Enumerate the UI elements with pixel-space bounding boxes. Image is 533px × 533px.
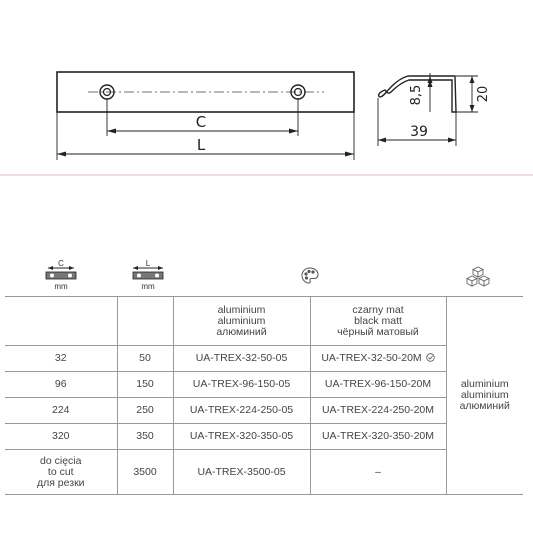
- cell-l: 3500: [117, 450, 173, 495]
- dimension-c-label: C: [195, 113, 207, 131]
- cell-code-black: UA-TREX-224-250-20M: [310, 398, 446, 424]
- cell-code-black: UA-TREX-32-50-20M: [310, 346, 446, 372]
- cell-code-aluminium: UA-TREX-32-50-05: [173, 346, 310, 372]
- header-c-cell: [5, 297, 117, 346]
- cell-code-black: UA-TREX-320-350-20M: [310, 424, 446, 450]
- cell-c: 320: [5, 424, 117, 450]
- header-finish-black: czarny mat black matt чёрный матовый: [310, 297, 446, 346]
- table-row: [5, 372, 523, 398]
- cell-c: 96: [5, 372, 117, 398]
- l-unit-label: mm: [141, 282, 155, 291]
- cell-code-aluminium: UA-TREX-96-150-05: [173, 372, 310, 398]
- table-row-cut-length: [5, 450, 523, 495]
- header-l-cell: [117, 297, 173, 346]
- table-row: [5, 424, 523, 450]
- table-header-row: [5, 297, 523, 346]
- cell-c: do cięcia to cut для резки: [5, 450, 117, 495]
- cell-code-aluminium: UA-TREX-320-350-05: [173, 424, 310, 450]
- cell-l: 50: [117, 346, 173, 372]
- dimension-height-label: 20: [476, 85, 491, 103]
- cell-l: 150: [117, 372, 173, 398]
- c-unit-label: mm: [54, 282, 68, 291]
- cell-code-black: UA-TREX-96-150-20M: [310, 372, 446, 398]
- table-row: [5, 398, 523, 424]
- spec-table: [5, 296, 523, 495]
- l-icon-label: L: [145, 259, 151, 268]
- cubes-icon: [465, 266, 491, 288]
- header-finish-aluminium: aluminium aluminium алюминий: [173, 297, 310, 346]
- check-circle-icon: [426, 353, 435, 365]
- cell-l: 250: [117, 398, 173, 424]
- c-icon-label: C: [58, 259, 64, 268]
- dimension-l-label: L: [196, 136, 206, 154]
- palette-icon: [301, 267, 319, 285]
- dimension-inner-label: 8,5: [409, 84, 424, 106]
- table-row: [5, 346, 523, 372]
- cell-code-aluminium: UA-TREX-3500-05: [173, 450, 310, 495]
- dimension-depth-label: 39: [410, 124, 428, 140]
- material-cell: aluminium aluminium алюминий: [446, 297, 523, 495]
- cell-code-aluminium: UA-TREX-224-250-05: [173, 398, 310, 424]
- cell-code-black: –: [310, 450, 446, 495]
- cell-l: 350: [117, 424, 173, 450]
- cell-c: 32: [5, 346, 117, 372]
- cell-c: 224: [5, 398, 117, 424]
